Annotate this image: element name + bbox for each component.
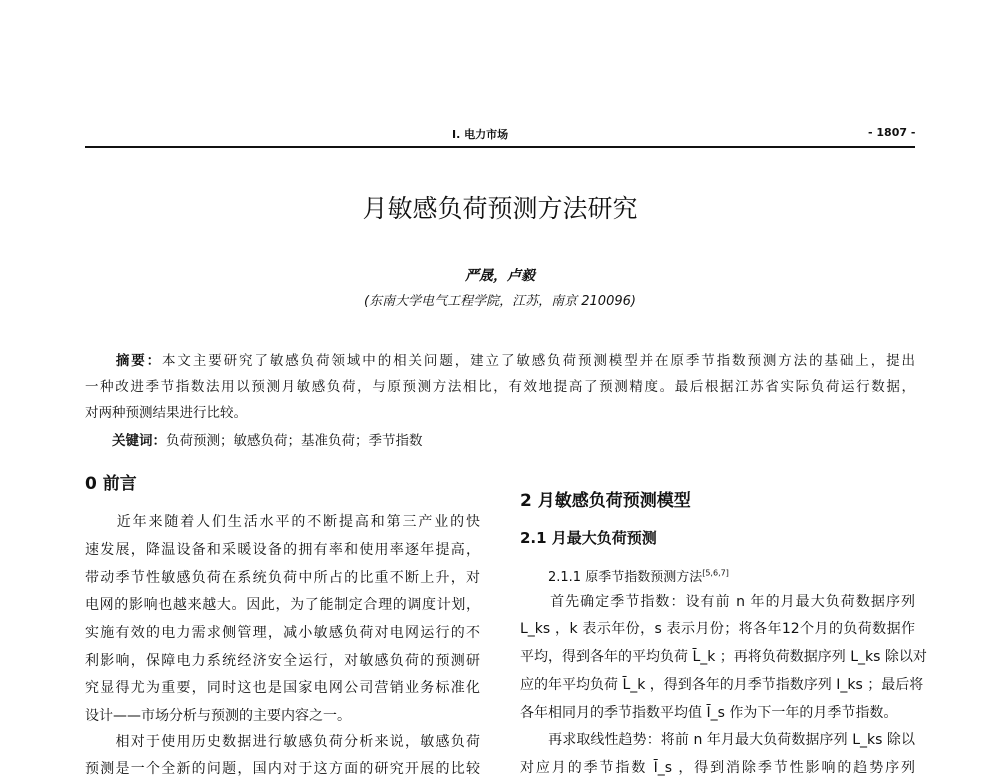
running-header: I. 电力市场 [452, 128, 509, 141]
paragraph-line: 相对于使用历史数据进行敏感负荷分析来说，敏感负荷 [85, 734, 480, 750]
keywords: 关键词：负荷预测；敏感负荷；基准负荷；季节指数 [112, 433, 423, 449]
paragraph-line: L_ks ，k 表示年份，s 表示月份；将各年12个月的负荷数据作 [520, 621, 915, 637]
paragraph-line: 设计——市场分析与预测的主要内容之一。 [85, 708, 351, 724]
paragraph-line: 利影响，保障电力系统经济安全运行，对敏感负荷的预测研 [85, 653, 480, 669]
paper-title: 月敏感负荷预测方法研究 [362, 194, 638, 223]
abstract-line: 摘要：本文主要研究了敏感负荷领域中的相关问题，建立了敏感负荷预测模型并在原季节指数预测方法的基础上，提出 [115, 353, 916, 369]
citation: [5,6,7] [702, 568, 729, 578]
abstract-label: 摘要： [115, 353, 163, 369]
section-heading-intro: 0 前言 [85, 474, 137, 494]
paragraph-line: 各年相同月的季节指数平均值 Ī_s 作为下一年的月季节指数。 [520, 705, 898, 721]
keywords-label: 关键词： [112, 433, 166, 449]
affiliation: (东南大学电气工程学院，江苏，南京 210096) [364, 294, 636, 309]
paragraph-line: 电网的影响也越来越大。因此，为了能制定合理的调度计划， [85, 597, 480, 613]
authors: 严晟，卢毅 [465, 268, 535, 284]
paragraph-line: 应的年平均负荷 L̄_k ，得到各年的月季节指数序列 I_ks ；最后将 [520, 677, 924, 693]
subsubsection-heading: 2.1.1 原季节指数预测方法[5,6,7] [548, 568, 729, 585]
paragraph-line: 再求取线性趋势：将前 n 年月最大负荷数据序列 L_ks 除以 [520, 732, 915, 748]
paragraph-line: 实施有效的电力需求侧管理，减小敏感负荷对电网运行的不 [85, 625, 480, 641]
paragraph-line: 首先确定季节指数：设有前 n 年的月最大负荷数据序列 [520, 594, 915, 610]
paragraph-line: 近年来随着人们生活水平的不断提高和第三产业的快 [85, 514, 480, 530]
abstract-line: 一种改进季节指数法用以预测月敏感负荷，与原预测方法相比，有效地提高了预测精度。最后根据江苏省实际负荷运行数据， [85, 379, 915, 395]
section-heading-model: 2 月敏感负荷预测模型 [520, 491, 691, 511]
header-rule [85, 146, 915, 148]
paragraph-line: 究显得尤为重要，同时这也是国家电网公司营销业务标准化 [85, 680, 480, 696]
page-number: - 1807 - [868, 126, 916, 139]
paragraph-line: 对应月的季节指数 Ī_s ，得到消除季节性影响的趋势序列 [520, 760, 915, 776]
subsection-heading: 2.1 月最大负荷预测 [520, 529, 657, 547]
paragraph-line: 预测是一个全新的问题，国内对于这方面的研究开展的比较 [85, 761, 480, 777]
paragraph-line: 平均，得到各年的平均负荷 L̄_k ；再将负荷数据序列 L_ks 除以对 [520, 649, 927, 665]
abstract-line: 对两种预测结果进行比较。 [85, 405, 247, 421]
paragraph-line: 速发展，降温设备和采暖设备的拥有率和使用率逐年提高， [85, 542, 480, 558]
paragraph-line: 带动季节性敏感负荷在系统负荷中所占的比重不断上升，对 [85, 570, 480, 586]
